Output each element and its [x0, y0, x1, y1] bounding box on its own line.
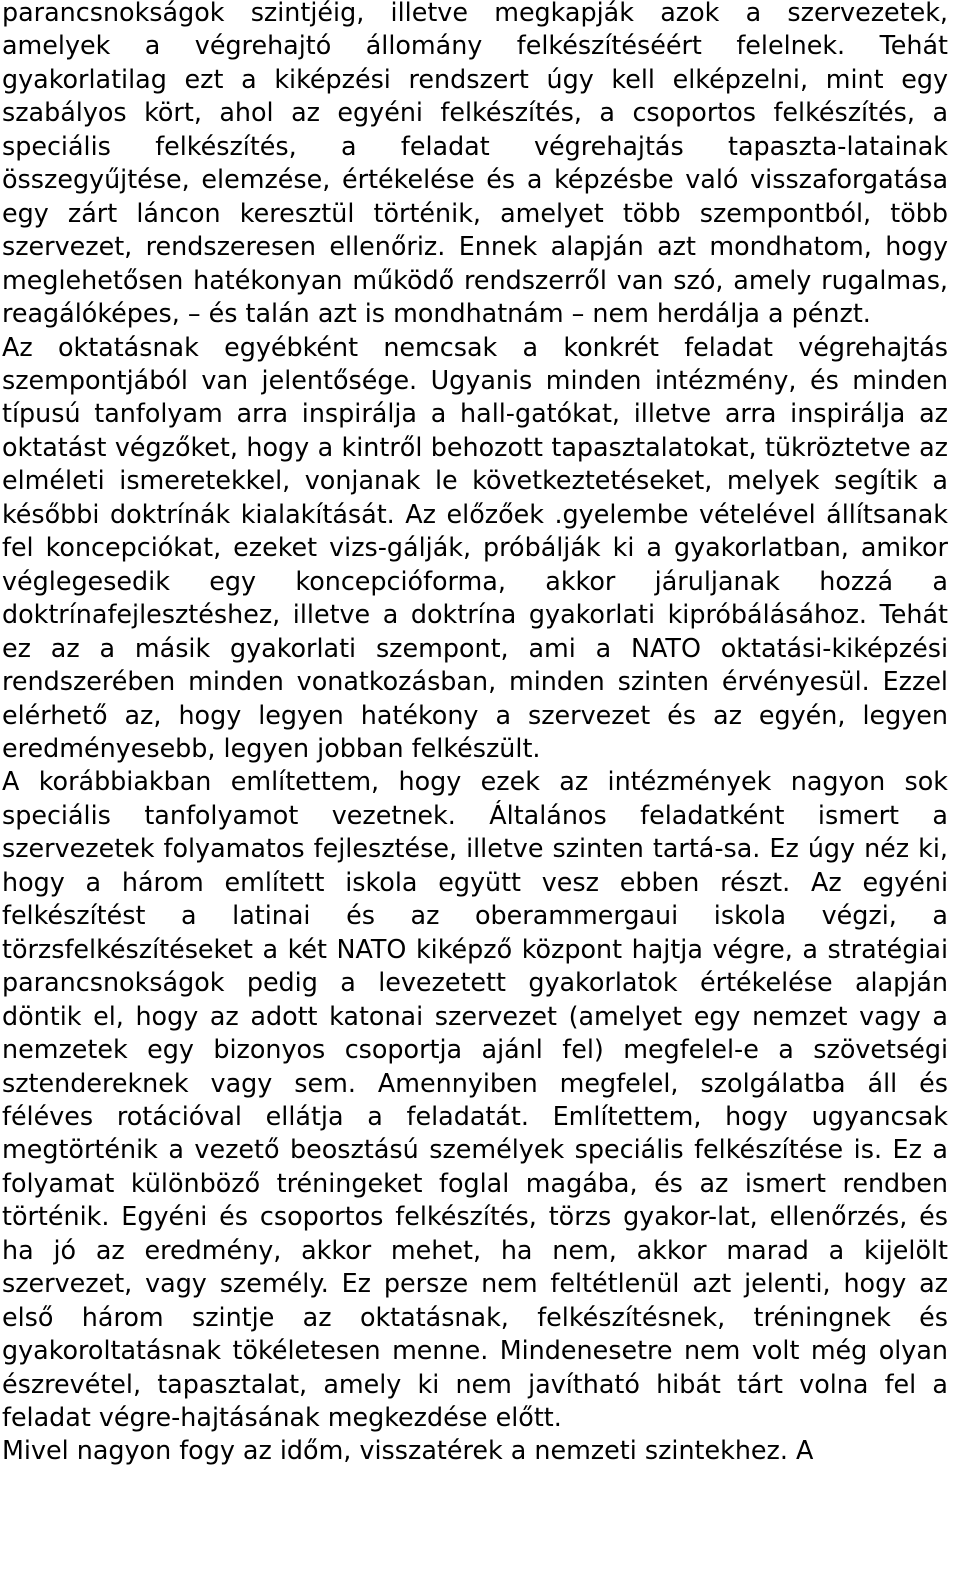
document-page	[2, 0, 948, 1468]
paragraph-training-cycle: parancsnokságok szintjéig, illetve megkapják azok a szervezetek, amelyek a végrehajtó állomány felkészítéséért felelnek. Tehát gyakorlatilag ezt a kiképzési rendszert úgy kell elképzelni, mint egy szabályos kört, ahol az egyéni felkészítés, a csoportos felkészítés, a speciális felkészítés, a feladat végrehajtás tapaszta-latainak összegyűjtése, elemzése, értékelése és a képzésbe való visszaforgatása egy zárt láncon keresztül történik, amelyet több szempontból, több szervezet, rendszeresen ellenőriz. Ennek alapján azt mondhatom, hogy meglehetősen hatékonyan működő rendszerről van szó, amely rugalmas, reagálóképes, – és talán azt is mondhatnám – nem herdálja a pénzt.	[2, 0, 948, 329]
paragraph-special-courses: A korábbiakban említettem, hogy ezek az intézmények nagyon sok speciális tanfolyamot vezetnek. Általános feladatként ismert a szervezetek folyamatos fejlesztése, illetve szinten tartá-sa. Ez úgy néz ki, hogy a három említett iskola együtt vesz ebben részt. Az egyéni felkészítést a latinai és az oberammergaui iskola végzi, a törzsfelkészítéseket a két NATO kiképző központ hajtja végre, a stratégiai parancsnokságok pedig a levezetett gyakorlatok értékelése alapján döntik el, hogy az adott katonai szervezet (amelyet egy nemzet vagy a nemzetek egy bizonyos csoportja ajánl fel) megfelel-e a szövetségi sztendereknek vagy sem. Amennyiben megfelel, szolgálatba áll és féléves rotációval ellátja a feladatát. Említettem, hogy ugyancsak megtörténik a vezető beosztású személyek speciális felkészítése is. Ez a folyamat különböző tréningeket foglal magába, és az ismert rendben történik. Egyéni és csoportos felkészítés, törzs gyakor-lat, ellenőrzés, és ha jó az eredmény, akkor mehet, ha nem, akkor marad a kijelölt szervezet, vagy személy. Ez persze nem feltétlenül azt jelenti, hogy az első három szintje az oktatásnak, felkészítésnek, tréningnek és gyakoroltatásnak tökéletesen menne. Mindenesetre nem volt még olyan észrevétel, tapasztalat, amely ki nem javítható hibát tárt volna fel a feladat végre-hajtásának megkezdése előtt.	[2, 766, 948, 1433]
paragraph-education-significance: Az oktatásnak egyébként nemcsak a konkrét feladat végrehajtás szempontjából van jelentősége. Ugyanis minden intézmény, és minden típusú tanfolyam arra inspirálja a hall-gatókat, illetve arra inspirálja az oktatást végzőket, hogy a kintről behozott tapasztalatokat, tükröztetve az elméleti ismeretekkel, vonjanak le következtetéseket, melyek segítik a későbbi doktrínák kialakítását. Az előzőek .gyelembe vételével állítsanak fel koncepciókat, ezeket vizs-gálják, próbálják ki a gyakorlatban, amikor véglegesedik egy koncepcióforma, akkor járuljanak hozzá a doktrínafejlesztéshez, illetve a doktrína gyakorlati kipróbálásához. Tehát ez az a másik gyakorlati szempont, ami a NATO oktatási-kiképzési rendszerében minden vonatkozásban, minden szinten érvényesül. Ezzel elérhető az, hogy legyen hatékony a szervezet és az egyén, legyen eredményesebb, legyen jobban felkészült.	[2, 331, 948, 763]
paragraph-national-levels: Mivel nagyon fogy az időm, visszatérek a nemzeti szintekhez. A	[2, 1435, 814, 1466]
